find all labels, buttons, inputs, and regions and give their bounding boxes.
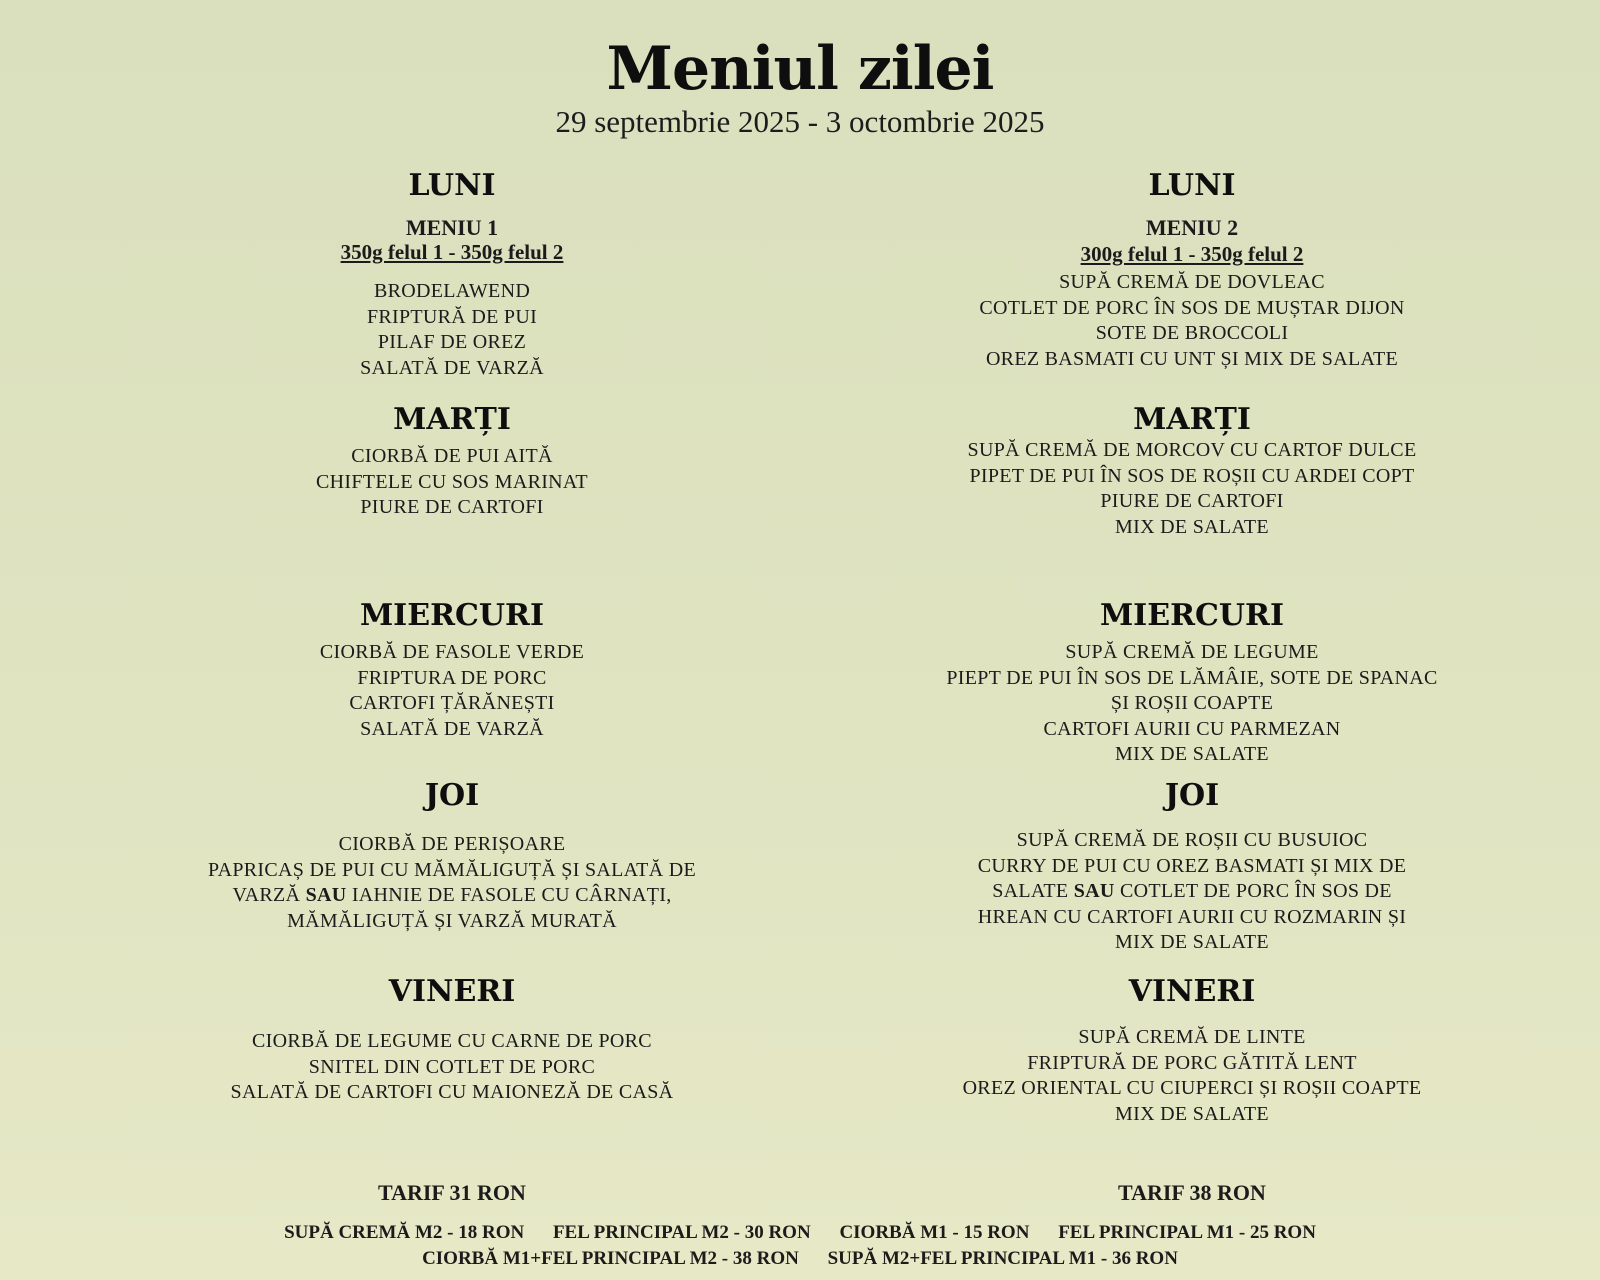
day-heading-vineri: VINERI	[1128, 974, 1256, 1009]
price-item: CIORBĂ M1+FEL PRINCIPAL M2 - 38 RON	[422, 1248, 799, 1269]
day-heading-marti: MARȚI	[393, 402, 511, 437]
day-items-luni	[192, 279, 712, 381]
list-item: FRIPTURĂ DE PORC GĂTITĂ LENT	[1027, 1051, 1357, 1074]
list-item: CIORBĂ DE PERIȘOARE	[338, 833, 566, 855]
day-items-luni	[862, 270, 1522, 372]
menu-1-column	[192, 0, 712, 1280]
list-item: MIX DE SALATE	[1115, 743, 1269, 765]
day-heading-luni: LUNI	[408, 168, 496, 203]
list-item: SALATĂ DE CARTOFI CU MAIONEZĂ DE CASĂ	[230, 1081, 674, 1103]
tarif-menu-1: TARIF 31 RON	[378, 1180, 526, 1205]
tarif-menu-2: TARIF 38 RON	[1118, 1180, 1266, 1205]
price-row-2	[0, 1248, 1600, 1270]
list-item: BRODELAWEND	[373, 280, 531, 302]
list-item: SNITEL DIN COTLET DE PORC	[308, 1055, 596, 1078]
list-item: SUPĂ CREMĂ DE ROȘII CU BUSUIOC	[1016, 829, 1368, 851]
list-item: PIURE DE CARTOFI	[1100, 490, 1284, 512]
day-items-marti	[862, 438, 1522, 540]
list-item: PIPET DE PUI ÎN SOS DE ROȘII CU ARDEI COPT	[969, 464, 1415, 487]
day-heading-marti: MARȚI	[1133, 402, 1251, 437]
list-item: FRIPTURĂ DE PUI	[366, 305, 538, 328]
menu-2-column	[862, 0, 1522, 1280]
price-item: SUPĂ M2+FEL PRINCIPAL M1 - 36 RON	[827, 1248, 1178, 1269]
date-range: 29 septembrie 2025 - 3 octombrie 2025	[555, 104, 1045, 139]
list-item: SOTE DE BROCCOLI	[1095, 322, 1289, 344]
page-title: Meniul zilei	[606, 34, 994, 104]
list-item: CARTOFI ȚĂRĂNEȘTI	[349, 692, 555, 714]
list-item: PIURE DE CARTOFI	[360, 496, 544, 518]
list-item: ȘI ROȘII COAPTE	[1110, 692, 1274, 714]
day-heading-miercuri: MIERCURI	[1099, 598, 1285, 633]
list-item: HREAN CU CARTOFI AURII CU ROZMARIN ȘI	[977, 905, 1407, 928]
list-item: MĂMĂLIGUȚĂ ȘI VARZĂ MURATĂ	[287, 909, 617, 932]
list-item: SUPĂ CREMĂ DE MORCOV CU CARTOF DULCE	[967, 439, 1417, 461]
list-item: CURRY DE PUI CU OREZ BASMATI ȘI MIX DE	[977, 854, 1407, 877]
day-heading-joi: JOI	[1164, 778, 1220, 813]
day-items-miercuri	[192, 640, 712, 742]
list-item: PIEPT DE PUI ÎN SOS DE LĂMÂIE, SOTE DE SPANAC	[946, 666, 1438, 689]
menu-label: MENIU 2	[1145, 215, 1239, 240]
price-row-1	[0, 1222, 1600, 1244]
list-item: OREZ BASMATI CU UNT ȘI MIX DE SALATE	[985, 347, 1399, 370]
price-item: CIORBĂ M1 - 15 RON	[839, 1222, 1030, 1243]
portion-info: 350g felul 1 - 350g felul 2	[340, 240, 564, 264]
price-item: SUPĂ CREMĂ M2 - 18 RON	[284, 1222, 525, 1243]
list-item: CIORBĂ DE LEGUME CU CARNE DE PORC	[252, 1030, 652, 1052]
day-heading-luni: LUNI	[1148, 168, 1236, 203]
list-item: CARTOFI AURII CU PARMEZAN	[1043, 717, 1341, 740]
list-item: MIX DE SALATE	[1115, 1102, 1269, 1125]
list-item: SALATE SAU COTLET DE PORC ÎN SOS DE	[992, 880, 1392, 902]
price-item: FEL PRINCIPAL M2 - 30 RON	[552, 1222, 811, 1243]
list-item: COTLET DE PORC ÎN SOS DE MUȘTAR DIJON	[979, 296, 1405, 319]
list-item: SUPĂ CREMĂ DE LEGUME	[1065, 641, 1319, 663]
day-items-joi	[192, 832, 712, 934]
list-item: SALATĂ DE VARZĂ	[360, 356, 544, 379]
list-item: PAPRICAȘ DE PUI CU MĂMĂLIGUȚĂ ȘI SALATĂ DE	[207, 858, 697, 881]
day-items-marti	[192, 444, 712, 521]
list-item: FRIPTURA DE PORC	[357, 666, 547, 689]
portion-info: 300g felul 1 - 350g felul 2	[1080, 242, 1304, 266]
day-items-vineri	[862, 1025, 1522, 1127]
menu-label: MENIU 1	[405, 215, 499, 240]
day-items-joi	[862, 828, 1522, 956]
list-item: MIX DE SALATE	[1115, 515, 1269, 538]
day-heading-vineri: VINERI	[388, 974, 516, 1009]
day-heading-joi: JOI	[424, 778, 480, 813]
day-items-miercuri	[862, 640, 1522, 768]
list-item: SUPĂ CREMĂ DE DOVLEAC	[1059, 271, 1325, 293]
list-item: CHIFTELE CU SOS MARINAT	[316, 470, 588, 493]
list-item: VARZĂ SAU IAHNIE DE FASOLE CU CÂRNAȚI,	[232, 884, 672, 906]
list-item: CIORBĂ DE FASOLE VERDE	[319, 641, 585, 663]
price-item: FEL PRINCIPAL M1 - 25 RON	[1058, 1222, 1316, 1243]
list-item: SUPĂ CREMĂ DE LINTE	[1078, 1026, 1306, 1048]
list-item: SALATĂ DE VARZĂ	[360, 717, 544, 740]
list-item: OREZ ORIENTAL CU CIUPERCI ȘI ROȘII COAPTE	[962, 1077, 1422, 1099]
day-items-vineri	[192, 1029, 712, 1106]
list-item: PILAF DE OREZ	[377, 331, 527, 353]
list-item: CIORBĂ DE PUI AITĂ	[351, 445, 553, 467]
day-heading-miercuri: MIERCURI	[359, 598, 545, 633]
list-item: MIX DE SALATE	[1115, 931, 1269, 953]
